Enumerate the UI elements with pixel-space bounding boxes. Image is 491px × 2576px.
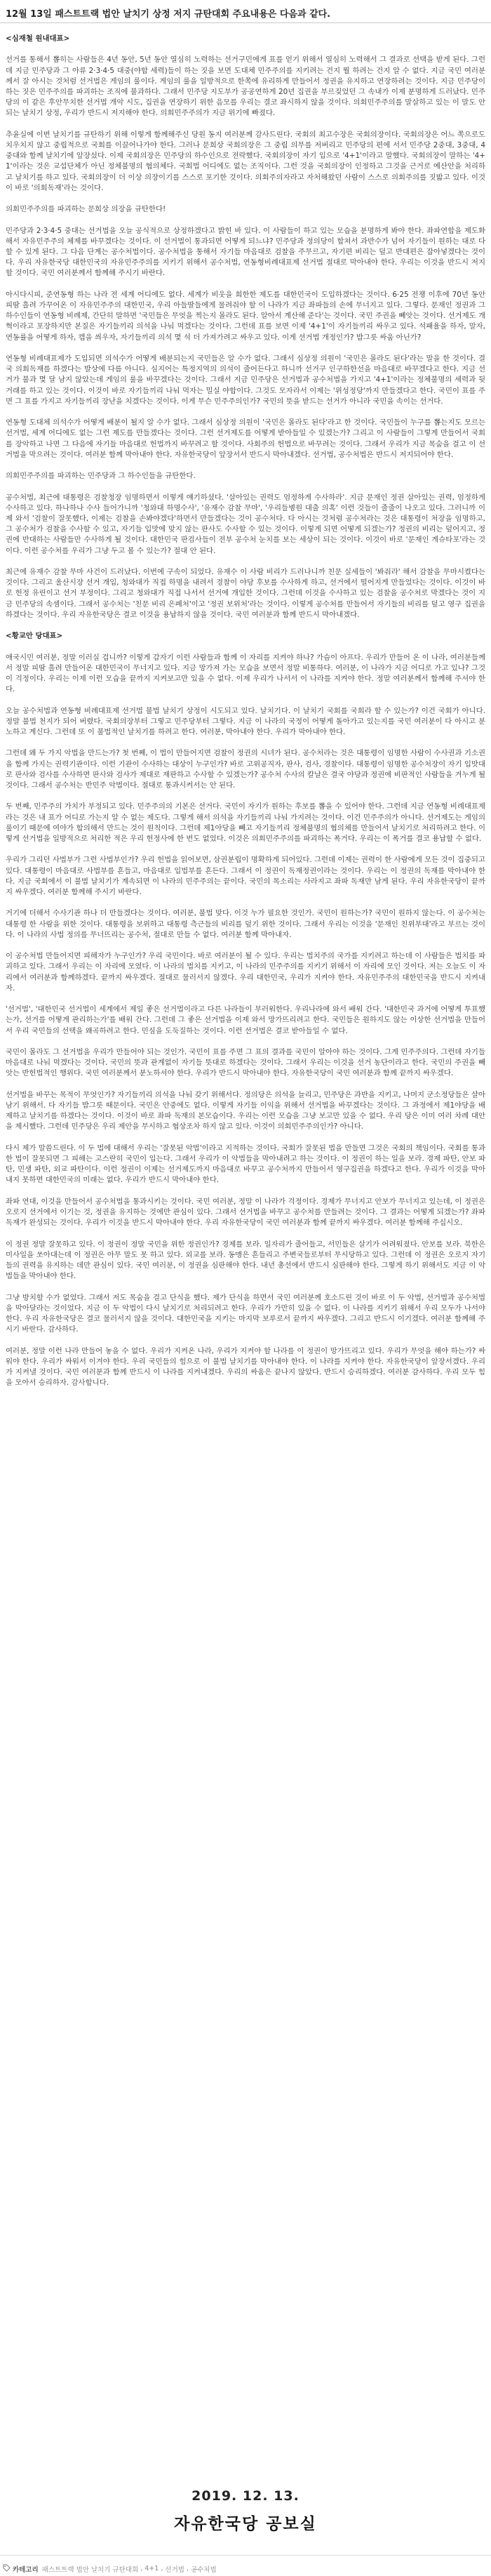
footer-separator: , (161, 2565, 163, 2572)
tag-link[interactable]: 4+1 (144, 2565, 159, 2572)
body-paragraph: 공수처법, 최근에 대통령은 검찰청장 임명하면서 이렇게 얘기하셨다. '살아있는 권력도 엄정하게 수사하라'. 지금 문재인 정권 살아있는 권력, 엄정하게 수사하고 있다. 하나하나 수사 들어가니까 '청와대 하명수사', '유재수 감찰 무마', '우리들병원 대출 의혹' 이런 것들이 줄줄이 나오고 있다. 그러니까 이제 와서 '검찰이 잘못했다, 이제는 검찰을 손봐야겠다'하면서 만들겠다는 것이 공수처다. 다 아시는 것처럼 공수처라는 것은 대통령이 처장을 임명하고, 그 공수처가 검찰을 수사할 수 있고, 자기들 입맛에 맞지 않는 판사도 수사할 수 있는 것이다. 이렇게 되면 어떻게 되겠는가? 정권의 비리는 덮어지고, 정권에 반대하는 사람들만 수사하게 될 것이다. 대한민국 판검사들이 전부 공수처 눈치를 보는 세상이 되는 것이다. 이것이 바로 '문재인 게슈타포'라는 것이다. 이런 공수처를 우리가 그냥 두고 볼 수 있는가? 절대 안 된다. (6, 493, 485, 555)
body-paragraph: 여러분, 정말 이런 나라 만들어 놓을 수 없다. 우리가 지켜온 나라, 우리가 지켜야 할 나라를 이 정권이 망가뜨리고 있다. 우리가 무엇을 해야 하는가? 싸워야 한다. 우리가 싸워서 이겨야 한다. 우리 국민들의 힘으로 이 불법 날치기를 막아내야 한다. 이 나라를 지켜야 한다. 자유한국당이 앞장서겠다. 우리가 지켜낼 것이다. 국민 여러분과 함께 반드시 이 나라를 지켜내겠다. 우리의 싸움은 끝나지 않았다. 반드시 승리하겠다. 여러분 감사하다. 우리 모두 힘을 모아서 승리하자. 감사합니다. (6, 1346, 485, 1388)
tag-icon (3, 2564, 11, 2574)
section-heading-floor-leader: <심재철 원내대표> (6, 34, 70, 43)
body-paragraph: 다시 제가 말씀드린다. 이 두 법에 대해서 우리는 '잘못된 악법'이라고 지적하는 것이다. 국회가 잘못된 법을 만들면 그것은 국회의 책임이다. 국회를 통과한 법이 잘못되면 그 피해는 고스란히 국민이 입는다. 그래서 우리가 이 악법들을 막아내려고 하는 것이다. 이 정권이 하는 일을 보라. 경제 파탄, 안보 파탄, 민생 파탄, 외교 파탄이다. 이런 정권이 이제는 선거제도까지 마음대로 바꾸고 공수처까지 만들어서 영구집권을 하겠다고 한다. 우리가 이것을 막아내지 못하면 대한민국의 미래는 없다. 우리가 반드시 막아내야 한다. (6, 1143, 485, 1185)
body-paragraph: 아시다시피, 준연동형 하는 나라 전 세계 어디에도 없다. 세계가 비웃을 희한한 제도를 대한민국이 도입하겠다는 것이다. 6·25 전쟁 이후에 70년 동안 피땀 흘려 가꾸어온 이 자유민주주의 대한민국, 우리 아들딸들에게 물려줘야 할 이 나라가 지금 좌파들의 손에 무너지고 있다. 그렇다. 문재인 정권과 그 하수인들이 연동형 비례제, 간단히 말하면 '국민들은 무엇을 찍는지 몰라도 된다. 알아서 계산해 준다'는 것이다. 국민 주권을 빼앗는 것이다. 선거제도 개혁이라고 포장하지만 본질은 자기들끼리 의석을 나눠 먹겠다는 것이다. 그런데 표를 보면 이제 '4+1'이 자기들끼리 싸우고 있다. 석패율을 하자, 말자, 연동률을 어떻게 하자, 캡을 씌우자, 자기들끼리 의석 몇 석 더 가져가려고 싸우고 있다. 이게 선거법 개정인가? 밥그릇 싸움 아닌가? (6, 290, 485, 342)
tag-link[interactable]: 선거법 (165, 2565, 184, 2574)
body-paragraph: 연동형 비례대표제가 도입되면 의석수가 어떻게 배분되는지 국민들은 알 수가 없다. 그래서 심상정 의원이 '국민은 몰라도 된다'라는 말을 한 것이다. 결국 의회독재를 하겠다는 발상에 다름 아니다. 심지어는 특정지역의 의석이 줄어든다고 하니까 선거구 인구하한선을 마음대로 바꾸겠다고 한다. 지금 선거가 불과 몇 달 남지 않았는데 게임의 룰을 바꾸겠다는 것이다. 그래서 지금 민주당은 선거법과 공수처법을 가지고 '4+1'이라는 정체불명의 세력과 뒷거래를 하고 있는 것이다. 이것이 바로 자기들끼리 나눠 먹자는 밀실 야합이다. 그것도 모자라서 이제는 '위성정당'까지 만들겠다고 한다. 국민이 표를 주면 그 표를 가지고 자기들끼리 장난을 치겠다는 것이다. 이게 무슨 민주주의인가? 국민의 뜻을 받드는 선거가 아니라 국민을 속이는 선거다. (6, 354, 485, 406)
footer-separator: , (186, 2565, 189, 2572)
body-paragraph: 추윤실에 이번 날치기를 규탄하기 위해 이렇게 함께해주신 당원 동지 여러분께 감사드린다. 국회의 최고수장은 국회의장이다. 국회의장은 어느 쪽으로도 치우치지 않고 중립적으로 국회를 이끌어나가야 한다. 그러나 문희상 국회의장은 그 중립 의무를 저버리고 민주당의 편에 서서 민주당 2중대, 3중대, 4중대와 함께 날치기에 앞장섰다. 이제 국회의장은 민주당의 하수인으로 전락했다. 국회의장이 자기 입으로 '4+1'이라고 말했다. 국회의장이 말하는 '4+1'이라는 것은 교섭단체가 아닌 정체불명의 협의체다. 국회법 어디에도 없는 조직이다. 그런 것을 국회의장이 인정하고 그것을 근거로 예산안을 처리하고 날치기를 하고 있다. 국회의장이 더 이상 의장이기를 스스로 포기한 것이다. 의회주의자라고 자처해왔던 사람이 스스로 의회주의를 짓밟고 있다. 이것이 바로 '의회독재'라는 것이다. (6, 130, 485, 192)
section-heading-party-leader: <황교안 당대표> (6, 632, 63, 641)
body-paragraph: 최근에 유재수 감찰 무마 사건이 드러났다. 이번에 구속이 되었다. 유재수 이 사람 비리가 드러나니까 친문 실세들이 '봐줘라' 해서 감찰을 무마시켰다는 것이다. 그리고 울산시장 선거 개입, 청와대가 직접 하명을 내려서 경찰이 야당 후보를 수사하게 하고, 선거에서 떨어지게 만들었다는 것이다. 이것이 바로 헌정 유린이고 선거 부정이다. 그리고 청와대가 직접 나서서 선거에 개입한 것이다. 그런데 이것을 수사하고 있는 검찰을 공수처로 막겠다는 것이 지금 민주당의 속셈이다. 그래서 공수처는 '친문 비리 은폐처'이고 '정권 보위처'라는 것이다. 이렇게 공수처를 만들어서 자기들의 비리를 덮고 영구 집권을 하겠다는 것이다. 우리 자유한국당은 결코 이것을 용납하지 않을 것이다. 국민 여러분과 함께 반드시 막아내겠다. (6, 568, 485, 619)
body-paragraph: 두 번째, 민주주의 가치가 부정되고 있다. 민주주의의 기본은 선거다. 국민이 자기가 원하는 후보를 뽑을 수 있어야 한다. 그런데 지금 연동형 비례대표제라는 것은 내 표가 어디로 가는지 알 수 없는 제도다. 그렇게 해서 의석을 자기들끼리 나눠 가지려는 것이다. 이건 민주주의가 아니다. 선거제도는 게임의 룰이기 때문에 여야가 합의해서 만드는 것이 원칙이다. 그런데 제1야당을 빼고 자기들끼리 정체불명의 협의체를 만들어서 날치기로 처리하려고 한다. 이렇게 선거법을 일방적으로 처리한 적은 우리 헌정사에 한 번도 없었다. 이것은 의회민주주의를 파괴하는 폭거다. 우리는 이 폭거를 결코 용납할 수 없다. (6, 802, 485, 843)
category-link[interactable]: 패스트트랙 법안 날치기 규탄대회 (41, 2565, 139, 2574)
body-paragraph: 이 공수처법 만들어지면 피해자가 누구인가? 우리 국민이다. 바로 여러분이 될 수 있다. 우리는 법치주의 국가를 지키려고 하는데 이 사람들은 법치를 파괴하고 있다. 그래서 우리는 이 자리에 모였다. 이 나라의 법치를 지키고, 이 나라의 민주주의를 지키기 위해서 이 자리에 모인 것이다. 저는 오늘도 이 자리에서 여러분과 함께하겠다. 끝까지 싸우겠다. 절대로 물러서지 않겠다. 우리 대한민국, 우리가 지켜야 한다. 자유민주주의 대한민국을 반드시 지켜내자. (6, 952, 485, 992)
body-paragraph: 국민이 몰라도 그 선거법을 우리가 만들어야 되는 것인가. 국민이 표를 주면 그 표의 결과를 국민이 알아야 하는 것이다. 그게 민주주의다. 그런데 자기들 마음대로 나눠 먹겠다는 것이다. 국민의 뜻과 관계없이 자기들 뜻대로 하겠다는 것이다. 그래서 우리는 이것을 선거 농단이라고 한다. 국민의 주권을 빼앗는 반헌법적인 행위다. 국민 여러분께서 분노하셔야 한다. 우리가 반드시 막아내야 한다. 자유한국당이 국민 여러분과 함께 끝까지 싸우겠다. (6, 1047, 485, 1078)
body-paragraph: 우리가 그리던 사법부가 그런 사법부인가? 우리 헌법을 읽어보면, 삼권분립이 명확하게 되어있다. 그런데 이제는 권력이 한 사람에게 모든 것이 집중되고 있다. 대통령이 마음대로 사법부를 흔들고, 마음대로 입법부를 흔든다. 그래서 이 정권이 독재정권이라는 것이다. 우리는 이 정권의 독재를 막아내야 한다. 지금 국회에서 이 불법 날치기가 계속되면 이 나라의 민주주의는 끝이다. 국민의 목소리는 사라지고 좌파 독재만 남게 된다. 우리 자유한국당이 끝까지 싸우겠다. 여러분 함께해 주시기 바란다. (6, 856, 485, 896)
press-release-body (6, 34, 485, 2494)
page-title: 12월 13일 패스트트랙 법안 날치기 상정 저지 규탄대회 주요내용은 다음과 같다. (0, 0, 491, 23)
category-footer (0, 2555, 491, 2576)
body-paragraph: 그런데 왜 두 가지 악법을 만드는가? 첫 번째, 이 법이 만들어지면 검찰이 정권의 시녀가 된다. 공수처라는 것은 대통령이 임명한 사람이 수사권과 기소권을 함께 가지는 권력기관이다. 이런 기관이 수사하는 대상이 누구인가? 바로 고위공직자, 판사, 검사, 경찰이다. 대통령이 임명한 공수처장이 자기 입맛대로 판사와 검사를 수사하면 판사와 검사가 제대로 재판하고 수사할 수 있겠는가? 공수처 수사의 칼날은 결국 야당과 정권에 비판적인 사람들을 겨누게 될 것이다. 그래서 공수처는 반민주 악법이다. 절대로 통과시켜서는 안 된다. (6, 749, 485, 790)
body-paragraph: 애국시민 여러분, 정말 이러실 겁니까? 이렇게 갑자기 이런 사람들과 함께 이 자리를 지켜야 하나? 가슴이 아프다. 우리가 만들어 온 이 나라, 여러분들께서 정말 피땀 흘려 만들어온 대한민국이 무너지고 있다. 지금 망가져 가는 모습을 보면서 정말 비통하다. 여러분, 이 나라가 지금 어디로 가고 있나? 그것이 걱정이다. 우리는 이제 이런 모습을 끝까지 지켜보고만 있을 수 없다. 이제 우리가 나서서 이 나라를 지켜야 한다. 정말 여러분께서 함께해 주셔야 한다. (6, 653, 485, 694)
body-paragraph: 좌파 연대, 이것을 만들어서 공수처법을 통과시키는 것이다. 국민 여러분, 정말 이 나라가 걱정이다. 경제가 무너지고 안보가 무너지고 있는데, 이 정권은 오로지 선거에서 이기는 것, 정권을 유지하는 것에만 관심이 있다. 그래서 선거법을 바꾸고 공수처를 만들려는 것이다. 그 결과는 어떻게 되겠는가? 좌파 독재가 완성되는 것이다. 우리가 이것을 반드시 막아내야 한다. 우리 자유한국당이 국민 여러분과 함께 끝까지 싸우겠다. 여러분 함께해 주십시오. (6, 1197, 485, 1228)
body-paragraph: 연동형 도대체 의석수가 어떻게 배분이 될지 알 수가 없다. 그래서 심상정 의원이 '국민은 몰라도 된다'라고 한 것이다. 국민들이 누구를 뽑는지도 모르는 선거법, 세계 어디에도 없는 그런 제도를 만들겠다는 것이다. 그런 선거제도를 어떻게 받아들일 수 있겠는가? 그리고 이 사람들이 그렇게 만들어서 국회를 장악하고 나면 그 다음에 자기들 마음대로 헌법까지 바꾸려고 할 것이다. 사회주의 헌법으로 바꾸려는 것이다. 그래서 우리가 지금 목숨을 걸고 이 선거법을 막으려는 것이다. 여러분 함께 막아내야 한다. 자유한국당이 앞장서서 반드시 막아내겠다. 선거법, 공수처법은 반드시 저지되어야 한다. (6, 418, 485, 459)
category-label: 카테고리 (13, 2565, 39, 2574)
body-paragraph: 거기에 더해서 수사기관 하나 더 만들겠다는 것이다. 여러분, 불법 맞다. 이것 누가 필요한 것인가. 국민이 원하는가? 국민이 원하지 않는다. 이 공수처는 대통령 한 사람을 위한 것이다. 대통령을 보위하고 대통령 측근들의 비리를 덮기 위한 것이다. 그래서 우리는 이것을 '문재인 친위부대'라고 부르는 것이다. 이 나라의 사법 정의를 무너뜨리는 공수처, 절대로 만들 수 없다. 여러분 함께 막아내자. (6, 909, 485, 939)
body-paragraph: 이 정권 정말 잘못하고 있다. 이 정권이 정말 국민을 위한 정권인가? 경제를 보라. 일자리가 줄어들고, 서민들은 살기가 어려워졌다. 안보를 보라. 북한은 미사일을 쏘아대는데 이 정권은 아무 말도 못 하고 있다. 외교를 보라. 동맹은 흔들리고 주변국들로부터 무시당하고 있다. 그런데 이 정권은 오로지 자기들의 권력을 유지하는 데만 관심이 있다. 국민 여러분, 이 정권을 심판해야 한다. 내년 총선에서 반드시 심판해야 한다. 그렇게 하기 위해서도 지금 이 악법들을 막아내야 한다. (6, 1240, 485, 1281)
body-paragraph: '선거법', '대한민국 선거법이 세계에서 제일 좋은 선거법이라고 다른 나라들이 부러워한다. 우리나라에 와서 배워 간다. '대한민국 과거에 어떻게 투표했는가, 선거를 어떻게 관리하는가'를 배워 간다. 그런데 그 좋은 선거법을 이제 와서 망가뜨리려고 한다. 국민들은 원하지도 않는 이상한 선거법을 만들어서 우리 국민들의 선택을 왜곡하려고 한다. 민심을 도둑질하는 것이다. 이런 선거법은 결코 받아들일 수 없다. (6, 1005, 485, 1035)
body-paragraph: 민주당과 2·3·4·5 중대는 선거법을 오늘 공식적으로 상정하겠다고 밝힌 바 있다. 이 사람들이 하고 있는 모습을 분명하게 봐야 한다. 좌파연합을 제도화해서 자유민주주의 체제를 바꾸겠다는 것이다. 이 선거법이 통과되면 어떻게 되느냐? 민주당과 정의당이 합쳐서 과반수가 넘어 자기들이 원하는 대로 다 할 수 있게 된다. 그 다음 단계는 공수처법이다. 공수처법을 통해서 자기들 마음대로 검찰을 주무르고, 자기편 비리는 덮고 반대편은 잡아넣겠다는 것이다. 우리 자유한국당 대한민국의 자유민주주의를 지키기 위해서 공수처법, 연동형비례대표제 선거법 절대로 막아내야 한다. 우리는 이것을 반드시 저지할 것이다. 국민 여러분께서 함께해 주시기 바란다. (6, 226, 485, 278)
release-date: 2019. 12. 13. (191, 2488, 300, 2504)
body-paragraph: 선거를 통해서 뽑히는 사람들은 4년 동안, 5년 동안 열심히 노력하는 선거구민에게 표를 얻기 위해서 열심히 노력해서 그 결과로 선택을 받게 된다. 그런데 지금 민주당과 그 아류 2·3·4·5 대중(야합 세력)들이 하는 짓을 보면 도대체 민주주의를 지키려는 건지 뭘 하려는 건지 알 수 없다. 지금 국민 여러분께서 잘 아시는 것처럼 선거법은 게임의 룰이다. 게임의 룰을 일방적으로 한쪽에 유리하게 만들어서 정권을 유지하고 연장하려는 것이다. 지금 민주당이 하는 짓은 민주주의를 파괴하는 조직에 불과하다. 그래서 민주당 지도부가 공공연하게 20년 집권을 부르짖었던 그 속내가 이제 분명하게 드러났다. 민주당의 이 같은 후안무치한 선거법 개악 시도, 집권을 연장하기 위한 음모를 우리는 결코 좌시하지 않을 것이다. 의회민주주의를 말살하고 있는 이 말도 안 되는 날치기 상정, 우리가 반드시 저지해야 한다. 의회민주주의가 지금 위기에 빠졌다. (6, 55, 485, 118)
body-paragraph: 선거법을 바꾸는 목적이 무엇인가? 자기들끼리 의석을 나눠 갖기 위해서다. 정의당은 의석을 늘리고, 민주당은 과반을 지키고, 나머지 군소정당들은 살아남기 위해서. 다 자기들 밥그릇 때문이다. 국민은 안중에도 없다. 이렇게 자기들 이익을 위해서 선거법을 바꾸겠다는 것이다. 그 과정에서 제1야당을 배제하고 날치기를 하겠다는 것이다. 이것이 바로 좌파 독재의 본모습이다. 우리는 이런 모습을 그냥 보고만 있을 수 없다. 우리 당은 이미 여러 차례 대안을 제시했다. 그런데 민주당은 우리 제안을 무시하고 협상조차 하지 않고 있다. 이것이 의회민주주의인가? 아니다. (6, 1090, 485, 1131)
body-paragraph: 오늘 공수처법과 연동형 비례대표제 선거법 불법 날치기 상정이 시도되고 있다. 날치기다. 이 날치기 국회를 국회라 할 수 있는가? 이건 국회가 아니다. 정말 불법 천지가 되어 버렸다. 국회의장부터 그렇고 민주당부터 그렇다. 지금 이 나라의 국정이 어떻게 돌아가고 있는지를 국민 여러분이 다 아시고 분노하고 계신다. 그런데 또 이 불법적인 날치기를 하려고 한다. 여러분, 막아내야 한다. 우리가 막아내야 한다. (6, 706, 485, 736)
sender-signature: 자유한국당 공보실 (174, 2515, 317, 2533)
footer-separator: , (140, 2565, 143, 2572)
body-paragraph: 그냥 방치할 수가 없었다. 그래서 저도 목숨을 걸고 단식을 했다. 제가 단식을 하면서 국민 여러분께 호소드린 것이 바로 이 두 악법, 선거법과 공수처법을 막아달라는 것이었다. 지금 이 두 악법이 다시 날치기로 처리되려고 한다. 우리가 가만히 있을 수 없다. 이 나라를 지키기 위해서 우리 모두가 나서야 한다. 우리 자유한국당은 결코 물러서지 않을 것이다. 대한민국을 지키는 마지막 보루로서 끝까지 싸우겠다. 그리고 반드시 이기겠다. 여러분 함께해 주시기 바란다. 감사하다. (6, 1293, 485, 1334)
tag-link[interactable]: 공수처법 (190, 2565, 217, 2574)
body-paragraph: 의회민주주의를 파괴하는 민주당과 그 하수인들을 규탄한다. (6, 472, 196, 481)
body-paragraph: 의회민주주의를 파괴하는 문희상 의장을 규탄한다! (6, 205, 166, 214)
